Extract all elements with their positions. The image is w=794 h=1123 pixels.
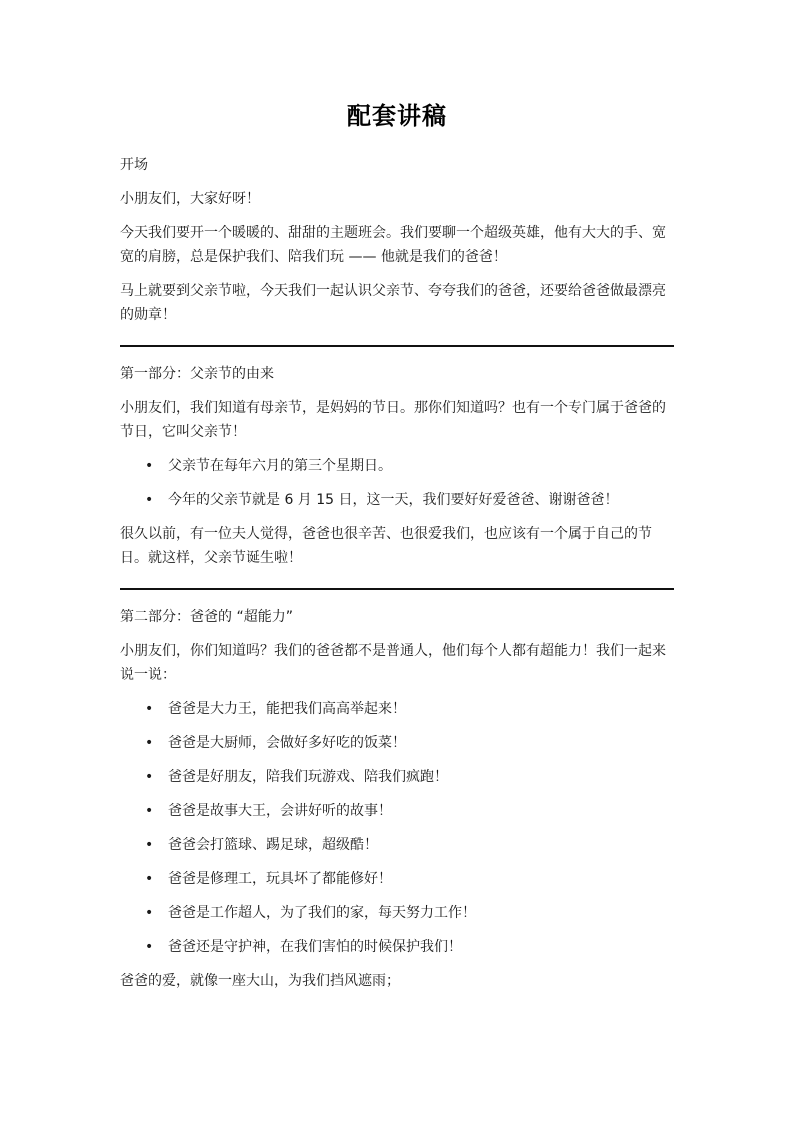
section-heading-opening: 开场 — [120, 157, 148, 173]
bullet-icon: • — [145, 905, 154, 921]
paragraph: 小朋友们，你们知道吗？我们的爸爸都不是普通人，他们每个人都有超能力！我们一起来说一说： — [120, 643, 666, 683]
paragraph: 小朋友们，大家好呀！ — [120, 191, 260, 207]
bullet-icon: • — [145, 458, 154, 474]
bullet-list — [120, 697, 674, 959]
document-page — [120, 96, 674, 1003]
bullet-list — [120, 454, 674, 512]
list-item-text: 今年的父亲节就是 6 月 15 日，这一天，我们要好好爱爸爸、谢谢爸爸！ — [168, 492, 619, 508]
list-item-text: 爸爸是大力王，能把我们高高举起来！ — [168, 701, 406, 717]
list-item-text: 爸爸还是守护神，在我们害怕的时候保护我们！ — [168, 939, 462, 955]
section-opening — [120, 153, 674, 327]
list-item-text: 爸爸是好朋友，陪我们玩游戏、陪我们疯跑！ — [168, 769, 448, 785]
section-divider — [120, 588, 674, 590]
paragraph: 今天我们要开一个暖暖的、甜甜的主题班会。我们要聊一个超级英雄，他有大大的手、宽宽的肩膀，总是保护我们、陪我们玩 —— 他就是我们的爸爸！ — [120, 225, 666, 265]
list-item — [120, 731, 674, 755]
list-item — [120, 697, 674, 721]
bullet-icon: • — [145, 871, 154, 887]
list-item — [120, 454, 674, 478]
bullet-icon: • — [145, 735, 154, 751]
list-item-text: 爸爸是修理工，玩具坏了都能修好！ — [168, 871, 392, 887]
paragraph: 很久以前，有一位夫人觉得，爸爸也很辛苦、也很爱我们，也应该有一个属于自己的节日。就这样，父亲节诞生啦！ — [120, 526, 652, 566]
list-item-text: 爸爸会打篮球、踢足球，超级酷！ — [168, 837, 378, 853]
paragraph: 小朋友们，我们知道有母亲节，是妈妈的节日。那你们知道吗？也有一个专门属于爸爸的节日，它叫父亲节！ — [120, 400, 666, 440]
page-title: 配套讲稿 — [347, 102, 447, 130]
bullet-icon: • — [145, 701, 154, 717]
bullet-icon: • — [145, 939, 154, 955]
paragraph: 马上就要到父亲节啦，今天我们一起认识父亲节、夸夸我们的爸爸，还要给爸爸做最漂亮的勋章！ — [120, 283, 666, 323]
list-item-text: 父亲节在每年六月的第三个星期日。 — [168, 458, 392, 474]
section-divider — [120, 345, 674, 347]
list-item — [120, 935, 674, 959]
list-item — [120, 901, 674, 925]
list-item — [120, 488, 674, 512]
bullet-icon: • — [145, 769, 154, 785]
section-part1 — [120, 362, 674, 570]
list-item-text: 爸爸是故事大王，会讲好听的故事！ — [168, 803, 392, 819]
bullet-icon: • — [145, 492, 154, 508]
bullet-icon: • — [145, 837, 154, 853]
list-item — [120, 833, 674, 857]
list-item-text: 爸爸是大厨师，会做好多好吃的饭菜！ — [168, 735, 406, 751]
list-item — [120, 765, 674, 789]
section-heading-part2: 第二部分：爸爸的 “超能力” — [120, 609, 293, 625]
paragraph: 爸爸的爱，就像一座大山，为我们挡风遮雨； — [120, 973, 400, 989]
list-item — [120, 867, 674, 891]
section-part2 — [120, 605, 674, 993]
list-item-text: 爸爸是工作超人，为了我们的家，每天努力工作！ — [168, 905, 476, 921]
section-heading-part1: 第一部分：父亲节的由来 — [120, 366, 274, 382]
bullet-icon: • — [145, 803, 154, 819]
list-item — [120, 799, 674, 823]
